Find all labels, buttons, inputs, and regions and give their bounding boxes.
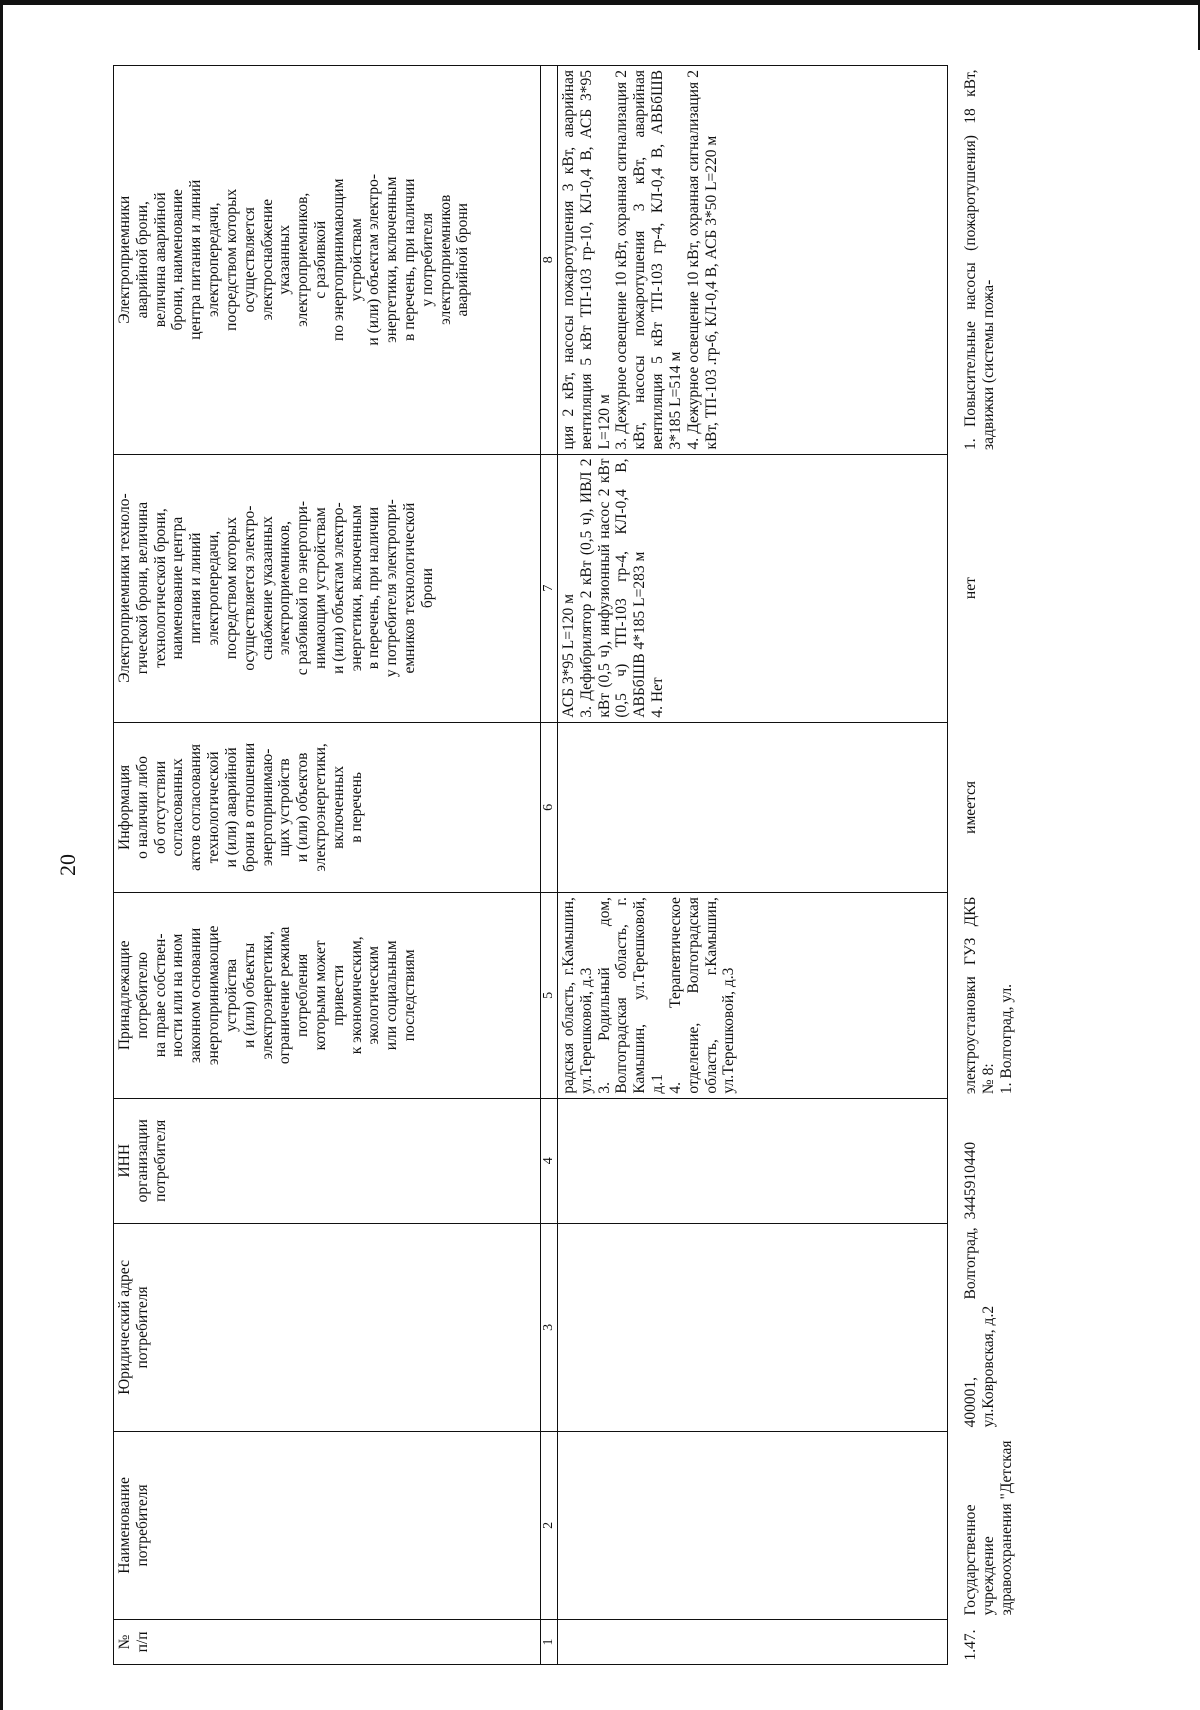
consumer-emergency-reserve: 1. Повысительные насосы (пожаротушения) 18 кВт, задвижки (системы пожа- <box>962 69 997 451</box>
column-number: 4 <box>541 1098 558 1223</box>
page-number: 20 <box>55 854 80 876</box>
column-number: 7 <box>541 454 558 722</box>
column-number-row <box>541 66 558 1665</box>
consumer-info: имеется <box>962 780 979 834</box>
table-row <box>558 66 948 1665</box>
header-cell: № п/п <box>114 1619 541 1664</box>
consumer-objects: электроустановки ГУЗ ДКБ № 8: 1. Волгоград, ул. <box>962 896 1015 1095</box>
table-cell <box>558 1619 948 1664</box>
table-cell <box>558 722 948 892</box>
scan-left-edge <box>0 0 3 1710</box>
table-cell <box>558 66 948 455</box>
table-cell <box>558 454 948 722</box>
header-cell: Юридический адрес потребителя <box>114 1223 541 1431</box>
table-header-row <box>114 66 541 1665</box>
table-row <box>948 66 1018 1665</box>
consumers-table <box>113 65 1017 1665</box>
table-cell <box>558 1431 948 1619</box>
emergency-reserve-text: ция 2 кВт, насосы пожаротушения 3 кВт, аварийная вентиляция 5 кВт ТП-103 гр-10, КЛ-0,4 В, АСБ 3*95 L=120 м 3. Дежурное освещение 10 кВт, охранная сигнализация 2 кВт, насосы пожаротушения 3 кВт, аварийная вентиляция 5 кВт ТП-103 гр-4, КЛ-0,4 В, АВБбШВ 3*185 L=514 м 4. Дежурное освещение 10 кВт, охранная сигнализация 2 кВт, ТП-103 .гр-6, КЛ-0,4 В, АСБ 3*50 L=220 м <box>560 70 720 450</box>
row-number: 1.47. <box>962 1629 979 1661</box>
header-cell: ИНН организации потребителя <box>114 1098 541 1223</box>
column-number: 2 <box>541 1431 558 1619</box>
column-number: 8 <box>541 66 558 455</box>
table-cell <box>558 1098 948 1223</box>
header-cell: Информация о наличии либо об отсутствии согласованных актов согласования технологической и (или) аварийной брони в отношении энергопринимаю- щих устройств и (или) объектов электроэнергетики, включенных в перечень <box>114 722 541 892</box>
header-cell: Электроприемники аварийной брони, величина аварийной брони, наименование центра питания и линий электропередачи, посредством которых осуществляется электроснабжение указанных электроприемников, с разбивкой по энергопринимающим устройствам и (или) объектам электро- энергетики, включенным в перечень, при наличии у потребителя электроприемников аварийной брони <box>114 66 541 455</box>
table-cell <box>558 1223 948 1431</box>
column-number: 6 <box>541 722 558 892</box>
column-number: 3 <box>541 1223 558 1431</box>
objects-text: радская область, г.Камышин, ул.Терешковой, д.3 3. Родильный дом, Волгоградская область, г. Камышин, ул.Терешковой, д.1 4. Терапевтическое отделение, Волгоградская область, г.Камышин, ул.Терешковой, д.3 <box>560 897 738 1094</box>
header-cell: Электроприемники техноло- гической брони, величина технологической брони, наименование центра питания и линий электропередачи, посредством которых осуществляется электро- снабжение указанных электроприемников, с разбивкой по энергопри- нимающим устройствам и (или) объектам электро- энергетики, включенным в перечень, при наличии у потребителя электропри- емников технологической брони <box>114 454 541 722</box>
consumer-name: Государственное учреждение здравоохранения "Детская <box>962 1440 1015 1616</box>
column-number: 5 <box>541 893 558 1099</box>
header-cell: Принадлежащие потребителю на праве собствен- ности или на ином законном основании энергопринимающие устройства и (или) объекты электроэнергетики, ограничение режима потребления которыми может привести к экономическим, экологическим или социальным последствиям <box>114 893 541 1099</box>
table-cell <box>558 893 948 1099</box>
rotated-page <box>55 65 1095 1665</box>
header-cell: Наименование потребителя <box>114 1431 541 1619</box>
consumer-tech-reserve: нет <box>962 577 979 600</box>
consumer-inn: 3445910440 <box>962 1141 979 1220</box>
tech-reserve-text: АСБ 3*95 L=120 м 3. Дефибрилятор 2 кВт (0,5 ч), ИВЛ 2 кВт (0,5 ч), инфузионный насос 2 кВт (0,5 ч) ТП-103 гр-4, КЛ-0,4 В, АВБбШВ 4*185 L=283 м 4. Нет <box>560 458 667 718</box>
scan-top-edge <box>0 0 1200 5</box>
column-number: 1 <box>541 1619 558 1664</box>
consumer-address: 400001, Волгоград, ул.Ковровская, д.2 <box>962 1227 997 1428</box>
